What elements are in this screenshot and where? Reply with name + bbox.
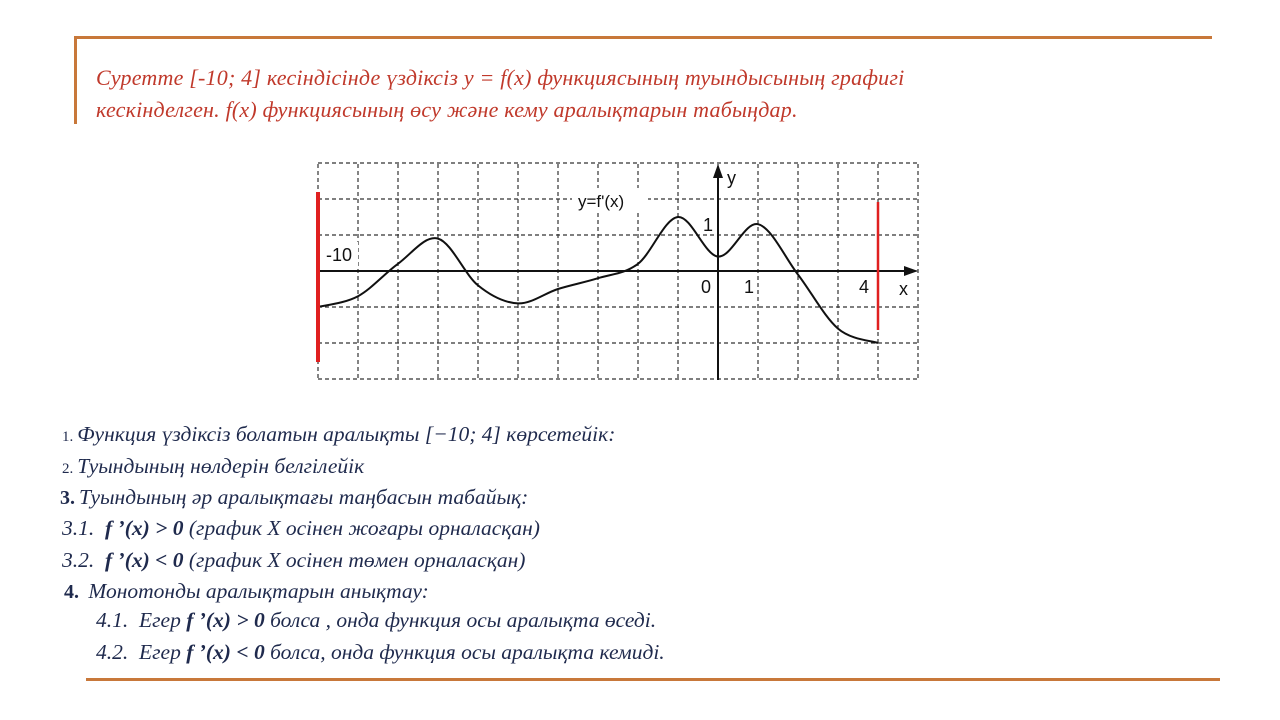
step-4-1-text-a: Егер: [139, 608, 181, 632]
label-minus10: -10: [326, 245, 353, 265]
task-statement: [96, 62, 1196, 126]
step-3-1-formula: f ’(x) > 0: [105, 516, 184, 540]
step-1-number: 1.: [62, 429, 74, 445]
step-2-number: 2.: [62, 461, 74, 477]
step-4-1-text-b: болса , онда функция осы аралықта өседі.: [270, 608, 657, 632]
derivative-graph: [300, 150, 940, 395]
step-3-1-text: (график X осінен жоғары орналасқан): [188, 516, 540, 540]
step-1: [62, 420, 615, 451]
step-3-1-number: 3.1.: [62, 516, 95, 540]
y-axis-arrow-icon: [713, 164, 723, 178]
step-3-2-text: (график X осінен төмен орналасқан): [188, 548, 526, 572]
step-3-number: 3.: [60, 487, 75, 509]
step-4-1-number: 4.1.: [96, 608, 129, 632]
step-3: [60, 483, 528, 512]
step-1-text: Функция үздіксіз болатын аралықты [−10; 4] көрсетейік:: [77, 422, 616, 446]
label-zero: 0: [701, 277, 712, 297]
step-3-1: [62, 514, 540, 542]
step-3-2: [62, 546, 525, 574]
x-axis-arrow-icon: [904, 266, 918, 276]
task-line-1: Суретте [-10; 4] кесіндісінде үздіксіз y = f(x) функциясының туындысының графигі: [96, 65, 905, 90]
label-four: 4: [859, 277, 870, 297]
label-one-x: 1: [744, 277, 755, 297]
step-3-2-formula: f ’(x) < 0: [105, 548, 184, 572]
y-axis-label: y: [727, 168, 736, 188]
derivative-graph-svg: [300, 150, 940, 390]
step-4-2-text-a: Егер: [139, 640, 181, 664]
task-line-2: кескінделген. f(x) функциясының өсу және кему аралықтарын табыңдар.: [96, 97, 798, 122]
step-4-text: Монотонды аралықтарын анықтау:: [88, 579, 429, 603]
frame-bottom-line: [86, 678, 1220, 681]
step-2-text: Туындының нөлдерін белгілейік: [77, 454, 365, 478]
x-axis-label: x: [899, 279, 908, 299]
step-4: [64, 577, 429, 606]
step-3-2-number: 3.2.: [62, 548, 95, 572]
step-4-number: 4.: [64, 581, 79, 603]
step-3-text: Туындының әр аралықтағы таңбасын табайық:: [79, 485, 529, 509]
frame-top-line: [74, 36, 1212, 39]
step-4-1: [96, 606, 656, 634]
step-4-2-number: 4.2.: [96, 640, 129, 664]
step-4-2-text-b: болса, онда функция осы аралықта кемиді.: [270, 640, 665, 664]
step-4-2: [96, 638, 665, 666]
step-4-2-formula: f ’(x) < 0: [186, 640, 265, 664]
step-2: [62, 452, 364, 483]
label-one-y: 1: [703, 215, 714, 235]
step-4-1-formula: f ’(x) > 0: [186, 608, 265, 632]
curve-label: y=f'(x): [578, 192, 625, 211]
frame-left-line: [74, 36, 77, 124]
